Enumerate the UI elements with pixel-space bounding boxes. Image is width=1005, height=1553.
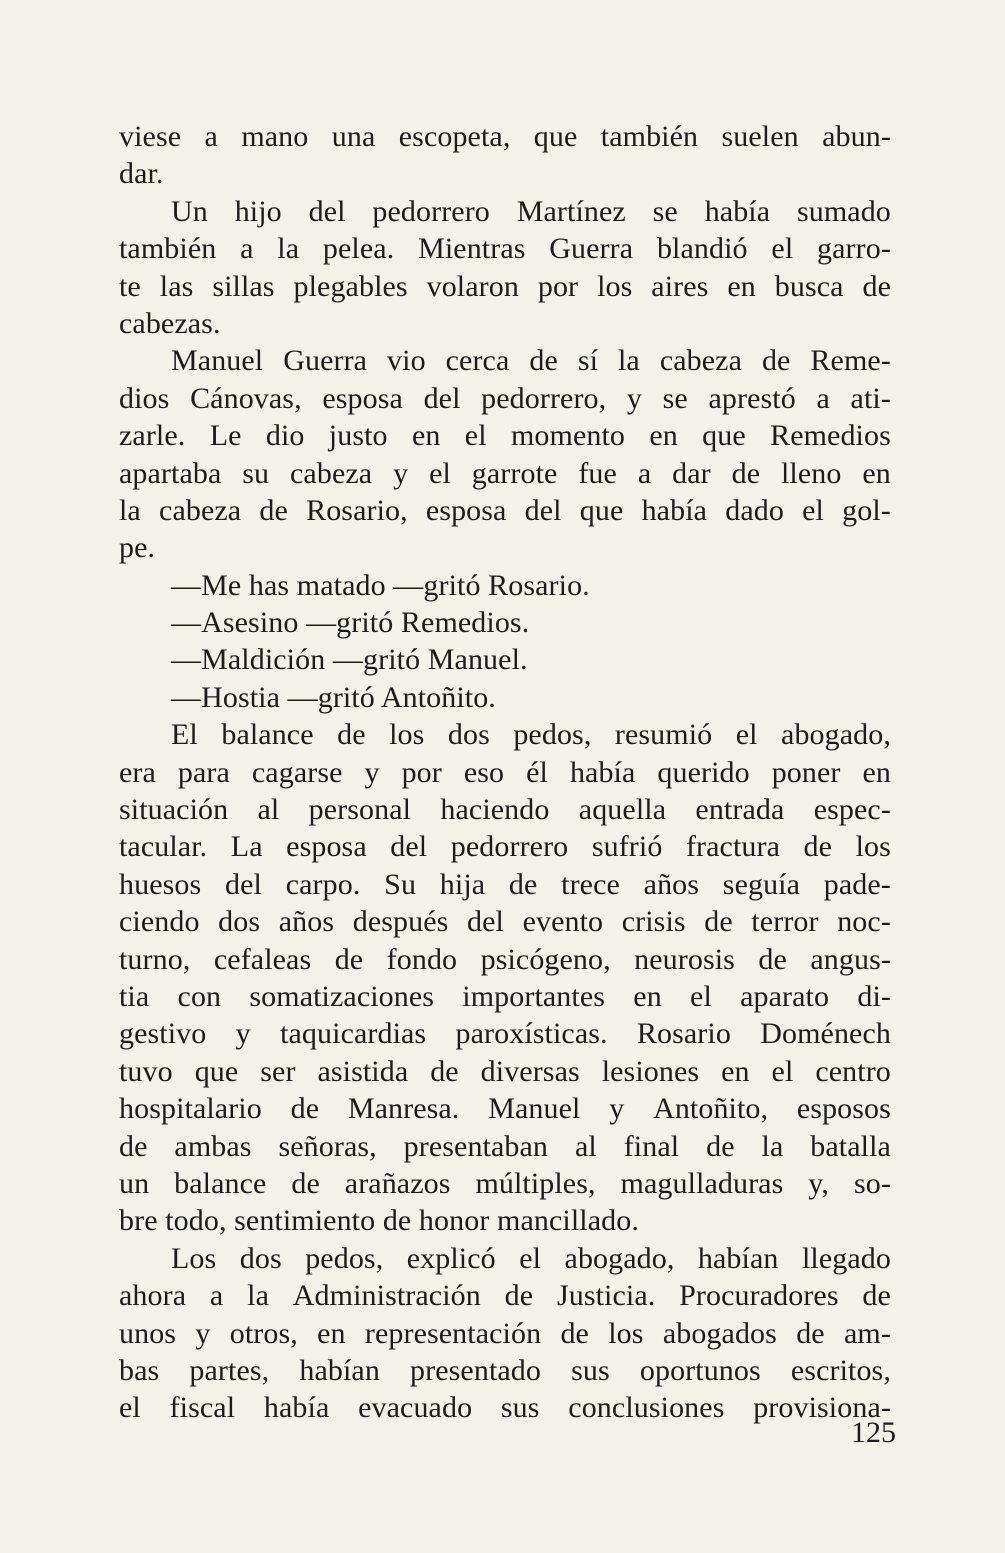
text-line: hospitalario de Manresa. Manuel y Antoñito, esposos <box>119 1092 891 1126</box>
paragraph-start: Manuel Guerra vio cerca de sí la cabeza de Reme- <box>171 344 891 378</box>
paragraph-start: Un hijo del pedorrero Martínez se había sumado <box>171 194 891 228</box>
text-line: dar. <box>119 157 164 191</box>
paragraph-start: El balance de los dos pedos, resumió el abogado, <box>171 718 891 752</box>
dialogue-line: —Me has matado —gritó Rosario. <box>171 568 590 602</box>
text-line: bre todo, sentimiento de honor mancillado. <box>119 1204 639 1238</box>
text-line: bas partes, habían presentado sus oportunos escritos, <box>119 1353 891 1387</box>
text-line: ahora a la Administración de Justicia. Procuradores de <box>119 1279 891 1313</box>
text-line: turno, cefaleas de fondo psicógeno, neurosis de angus- <box>119 942 891 976</box>
text-line: era para cagarse y por eso él había querido poner en <box>119 755 891 789</box>
text-line: dios Cánovas, esposa del pedorrero, y se aprestó a ati- <box>119 381 891 415</box>
text-line: zarle. Le dio justo en el momento en que Remedios <box>119 419 891 453</box>
page-number: 125 <box>851 1416 896 1449</box>
text-line: tacular. La esposa del pedorrero sufrió fractura de los <box>119 830 891 864</box>
text-line: un balance de arañazos múltiples, magulladuras y, so- <box>119 1166 891 1200</box>
text-line: de ambas señoras, presentaban al final de la batalla <box>119 1129 891 1163</box>
paragraph-start: Los dos pedos, explicó el abogado, habían llegado <box>171 1241 891 1275</box>
text-line: ciendo dos años después del evento crisis de terror noc- <box>119 905 891 939</box>
text-line: también a la pelea. Mientras Guerra blandió el garro- <box>119 232 891 266</box>
text-line: tuvo que ser asistida de diversas lesiones en el centro <box>119 1054 891 1088</box>
text-line: tia con somatizaciones importantes en el aparato di- <box>119 979 891 1013</box>
dialogue-line: —Hostia —gritó Antoñito. <box>171 680 496 714</box>
text-line: te las sillas plegables volaron por los aires en busca de <box>119 269 891 303</box>
text-line: unos y otros, en representación de los abogados de am- <box>119 1316 891 1350</box>
text-line: el fiscal había evacuado sus conclusiones provisiona- <box>119 1391 891 1425</box>
text-line: la cabeza de Rosario, esposa del que había dado el gol- <box>119 493 891 527</box>
dialogue-line: —Maldición —gritó Manuel. <box>171 643 528 677</box>
text-line: situación al personal haciendo aquella entrada espec- <box>119 793 891 827</box>
text-line: apartaba su cabeza y el garrote fue a dar de lleno en <box>119 456 891 490</box>
text-line: cabezas. <box>119 306 221 340</box>
dialogue-line: —Asesino —gritó Remedios. <box>171 606 530 640</box>
text-line: huesos del carpo. Su hija de trece años seguía pade- <box>119 867 891 901</box>
text-line: gestivo y taquicardias paroxísticas. Rosario Doménech <box>119 1017 891 1051</box>
text-line: pe. <box>119 531 156 565</box>
body-text <box>119 118 891 1427</box>
text-line: viese a mano una escopeta, que también suelen abun- <box>119 120 891 153</box>
